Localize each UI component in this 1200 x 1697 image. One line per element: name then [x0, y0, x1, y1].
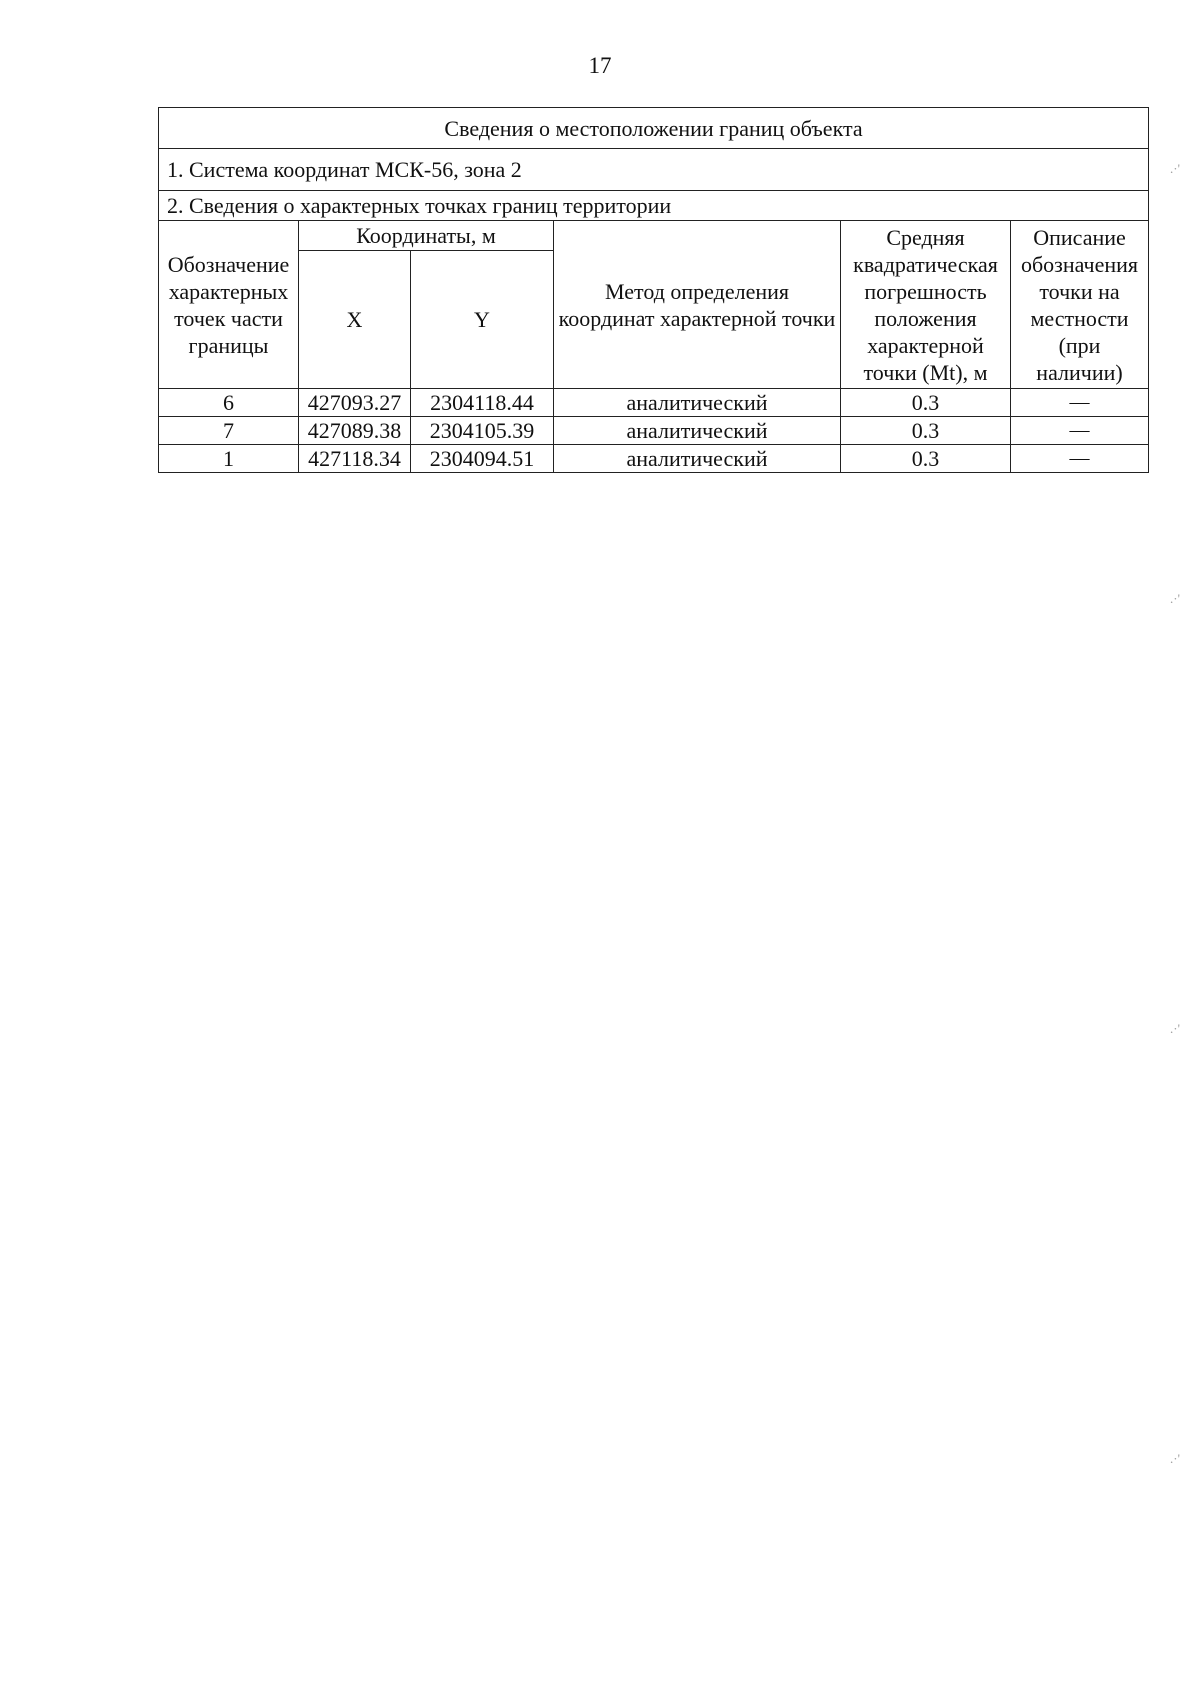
header-coordinates: Координаты, м: [299, 221, 554, 251]
table-row: [159, 417, 1149, 445]
cell-point: 7: [159, 417, 299, 445]
header-accuracy-label: Средняя квадратическая погрешность положения характерной точки (Mt), м: [853, 224, 998, 385]
header-description: [1011, 221, 1149, 389]
header-method: [554, 221, 841, 389]
header-point-designation: [159, 221, 299, 389]
cell-accuracy: 0.3: [841, 417, 1011, 445]
cell-accuracy: 0.3: [841, 389, 1011, 417]
cell-x: 427089.38: [299, 417, 411, 445]
cell-description: —: [1011, 445, 1149, 473]
cell-method: аналитический: [554, 417, 841, 445]
cell-x: 427093.27: [299, 389, 411, 417]
cell-point: 1: [159, 445, 299, 473]
scan-speck: .·': [1170, 161, 1180, 176]
cell-method: аналитический: [554, 389, 841, 417]
cell-y: 2304118.44: [411, 389, 554, 417]
cell-description: —: [1011, 417, 1149, 445]
header-description-label: Описание обозначения точки на местности (при наличии): [1020, 224, 1139, 385]
boundary-points-table: [158, 107, 1149, 473]
cell-y: 2304094.51: [411, 445, 554, 473]
cell-accuracy: 0.3: [841, 445, 1011, 473]
scan-speck: .·': [1170, 1021, 1180, 1036]
cell-method: аналитический: [554, 445, 841, 473]
header-accuracy: [841, 221, 1011, 389]
scan-speck: .·': [1170, 1451, 1180, 1466]
header-point-designation-label: Обозначение характерных точек части границы: [167, 251, 290, 358]
header-x: X: [299, 251, 411, 389]
scan-speck: .·': [1170, 591, 1180, 606]
coordinate-system: 1. Система координат МСК-56, зона 2: [159, 149, 1149, 191]
cell-x: 427118.34: [299, 445, 411, 473]
cell-description: —: [1011, 389, 1149, 417]
section-title: 2. Сведения о характерных точках границ территории: [159, 191, 1149, 221]
table-row: [159, 389, 1149, 417]
page-number: 17: [588, 53, 612, 78]
cell-point: 6: [159, 389, 299, 417]
header-y: Y: [411, 251, 554, 389]
table-title: Сведения о местоположении границ объекта: [159, 108, 1149, 149]
header-method-label: Метод определения координат характерной точки: [558, 278, 836, 331]
cell-y: 2304105.39: [411, 417, 554, 445]
table-row: [159, 445, 1149, 473]
